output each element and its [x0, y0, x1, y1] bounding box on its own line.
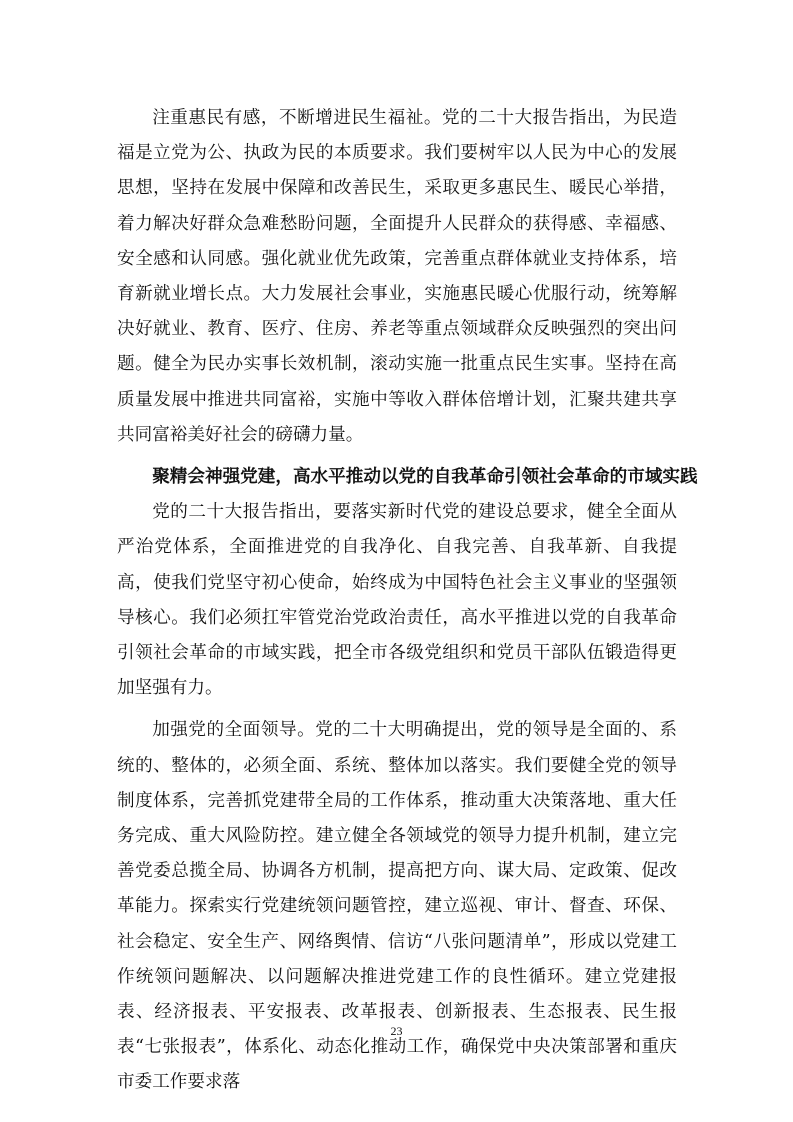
paragraph-gap	[117, 453, 677, 460]
document-body	[117, 101, 698, 1101]
paragraph-people-livelihood: 注重惠民有感，不断增进民生福祉。党的二十大报告指出，为民造福是立党为公、执政为民的本质要求。我们要树牢以人民为中心的发展思想，坚持在发展中保障和改善民生，采取更多惠民生、暖民心举措，着力解决好群众急难愁盼问题，全面提升人民群众的获得感、幸福感、安全感和认同感。强化就业优先政策，完善重点群体就业支持体系，培育新就业增长点。大力发展社会事业，实施惠民暖心优服行动，统筹解决好就业、教育、医疗、住房、养老等重点领域群众反映强烈的突出问题。健全为民办实事长效机制，滚动实施一批重点民生实事。坚持在高质量发展中推进共同富裕，实施中等收入群体倍增计划，汇聚共建共享共同富裕美好社会的磅礴力量。	[117, 108, 677, 445]
paragraph-party-leadership: 加强党的全面领导。党的二十大明确提出，党的领导是全面的、系统的、整体的，必须全面、系统、整体加以落实。我们要健全党的领导制度体系，完善抓党建带全局的工作体系，推动重大决策落地、重大任务完成、重大风险防控。建立健全各领域党的领导力提升机制，建立完善党委总揽全局、协调各方机制，提高把方向、谋大局、定政策、促改革能力。探索实行党建统领问题管控，建立巡视、审计、督查、环保、社会稳定、安全生产、网络舆情、信访“八张问题清单”，形成以党建工作统领问题解决、以问题解决推进党建工作的良性循环。建立党建报表、经济报表、平安报表、改革报表、创新报表、生态报表、民生报表“七张报表”，体系化、动态化推动工作，确保党中央决策部署和重庆市委工作要求落	[117, 720, 677, 1093]
paragraph-party-building: 党的二十大报告指出，要落实新时代党的建设总要求，健全全面从严治党体系，全面推进党的自我净化、自我完善、自我革新、自我提高，使我们党坚守初心使命，始终成为中国特色社会主义事业的坚强领导核心。我们必须扛牢管党治党政治责任，高水平推进以党的自我革命引领社会革命的市域实践，把全市各级党组织和党员干部队伍锻造得更加坚强有力。	[117, 502, 677, 699]
page-number: 23	[390, 1024, 403, 1038]
paragraph-gap	[117, 706, 677, 713]
section-heading: 聚精会神强党建，高水平推动以党的自我革命引领社会革命的市域实践	[152, 467, 698, 488]
